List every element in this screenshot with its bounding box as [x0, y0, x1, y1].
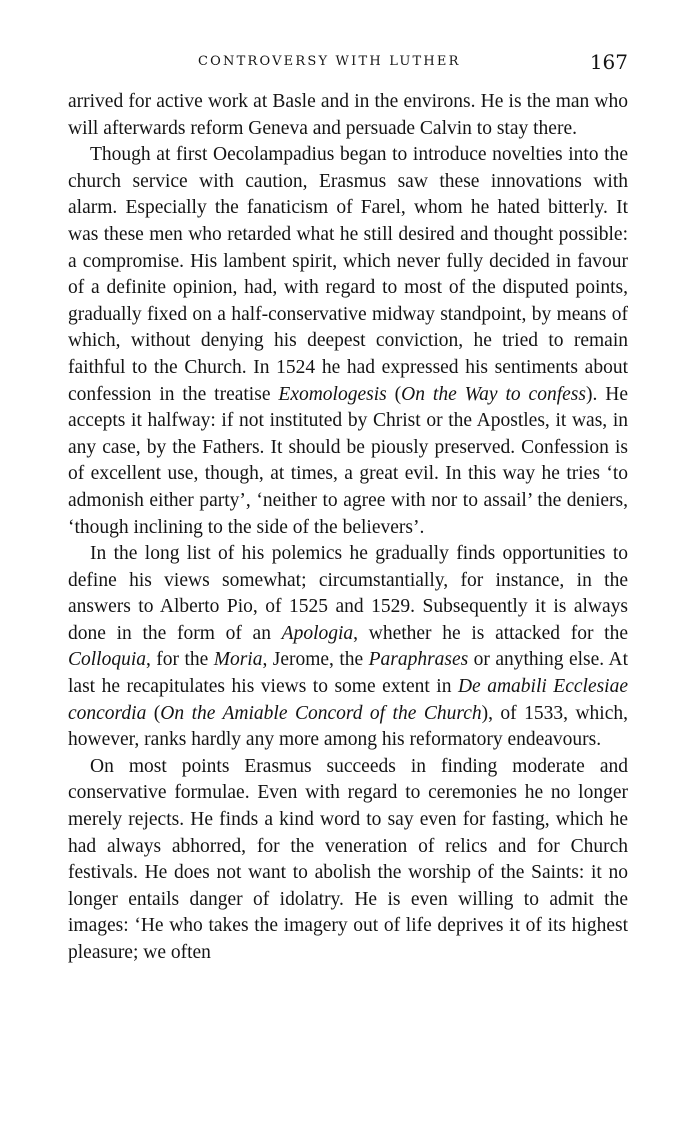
text-run: In the long list of his polemics he gradually finds opportunities to define his views somewhat; circumstantially, for instance, in the answers to Alberto Pio, of 1525 and 1529. Subsequently it is always done in the form of an: [68, 543, 628, 644]
text-run: arrived for active work at Basle and in the environs. He is the man who will afterwards reform Geneva and persuade Calvin to stay there.: [68, 91, 628, 139]
italic-title-run: De amabili Ecclesiae concordia: [68, 676, 629, 724]
text-run: On most points Erasmus succeeds in finding moderate and conservative formulae. Even with regard to ceremonies he no longer merely rejects. He finds a kind word to say even for fasting, which he had always abhorred, for the veneration of relics and for Church festivals. He does not want to abolish the worship of the Saints: it no longer entails danger of idolatry. He is even willing to admit the images: ‘He who takes the imagery out of life deprives it of its highest pleasure; we often: [68, 755, 628, 963]
italic-title-run: Exomologesis: [278, 383, 387, 405]
paragraph: [68, 142, 628, 541]
paragraph: [68, 89, 628, 142]
text-run: Though at first Oecolampadius began to introduce novelties into the church service with caution, Erasmus saw these innovations with alarm. Especially the fanaticism of Farel, whom he hated bitterly. It was these men who retarded what he still desired and thought possible: a compromise. His lambent spirit, which never fully decided in favour of a definite opinion, had, with regard to most of the disputed points, gradually fixed on a half-conservative midway standpoint, by means of which, without denying his deepest conviction, he tried to remain faithful to the Church. In 1524 he had expressed his sentiments about confession in the treatise: [68, 144, 628, 405]
italic-title-run: Apologia: [281, 622, 354, 644]
text-run: (: [146, 702, 161, 724]
running-title: CONTROVERSY WITH LUTHER: [198, 54, 461, 69]
italic-title-run: Paraphrases: [368, 649, 469, 671]
italic-title-run: On the Way to confess: [401, 383, 586, 405]
body-text: [68, 89, 628, 967]
page-number: 167: [589, 50, 628, 74]
running-head: [68, 48, 628, 78]
text-run: (: [386, 383, 402, 405]
italic-title-run: Colloquia: [68, 649, 147, 671]
italic-title-run: Moria: [213, 649, 263, 671]
paragraph: [68, 541, 628, 754]
text-run: , Jerome, the: [262, 649, 369, 671]
text-run: , for the: [146, 649, 214, 671]
italic-title-run: On the Amiable Concord of the Church: [160, 702, 482, 724]
text-run: or anything else. At last he recapitulates his views to some extent in: [68, 649, 628, 698]
paragraph: [68, 754, 628, 967]
text-run: ), of 1533, which, however, ranks hardly any more among his reformatory endeavours.: [68, 702, 628, 751]
text-run: ). He accepts it halfway: if not instituted by Christ or the Apostles, it was, in any case, by the Fathers. It should be piously preserved. Confession is of excellent use, though, at times, a great evil. In this way he tries ‘to admonish either party’, ‘neither to agree with nor to assail’ the deniers, ‘though inclining to the side of the believers’.: [68, 383, 628, 538]
text-run: , whether he is attacked for the: [353, 622, 628, 644]
book-page: [68, 48, 628, 967]
